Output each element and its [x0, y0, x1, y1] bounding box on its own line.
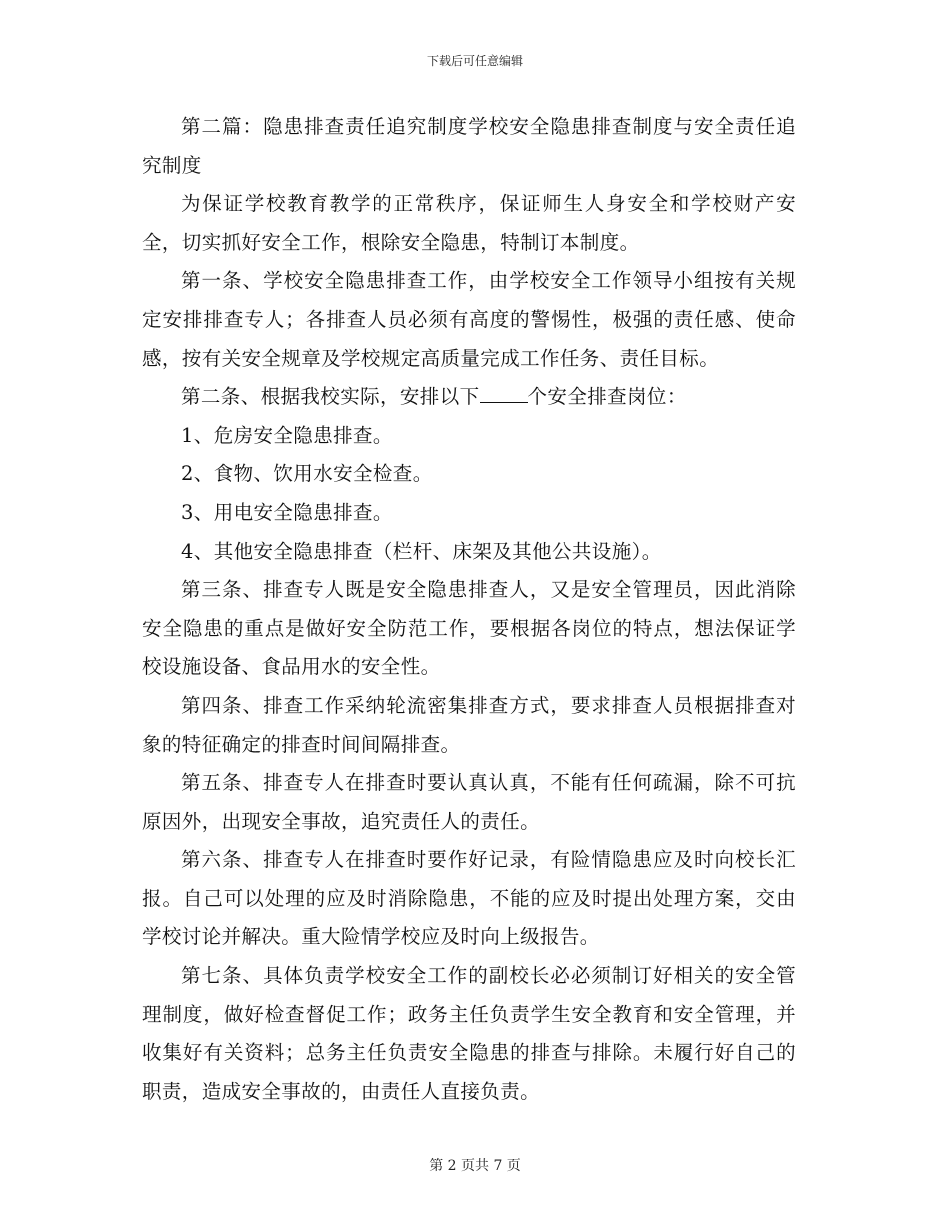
- list-item: 4、其他安全隐患排查（栏杆、床架及其他公共设施）。: [181, 539, 662, 563]
- article-4: 第四条、排查工作采纳轮流密集排查方式，要求排查人员根据排查对象的特征确定的排查时间间隔排查。: [142, 693, 796, 756]
- fill-in-blank: [480, 384, 528, 403]
- page-header: 下载后可任意编辑: [426, 54, 523, 68]
- page-footer: 第 2 页共 7 页: [429, 1158, 521, 1174]
- list-item: 2、食物、饮用水安全检查。: [181, 462, 433, 486]
- document-title: 第二篇：隐患排查责任追究制度学校安全隐患排查制度与安全责任追究制度: [142, 115, 796, 177]
- article-5: 第五条、排查专人在排查时要认真认真，不能有任何疏漏，除不可抗原因外，出现安全事故，追究责任人的责任。: [142, 771, 796, 833]
- list-item: 1、危房安全隐患排查。: [181, 423, 393, 447]
- list-item: 3、用电安全隐患排查。: [181, 500, 393, 524]
- article-2: [142, 378, 796, 417]
- paragraph-intro: 为保证学校教育教学的正常秩序，保证师生人身安全和学校财产安全，切实抓好安全工作，根除安全隐患，特制订本制度。: [142, 192, 796, 254]
- article-6: 第六条、排查专人在排查时要作好记录，有险情隐患应及时向校长汇报。自己可以处理的应及时消除隐患，不能的应及时提出处理方案，交由学校讨论并解决。重大险情学校应及时向上级报告。: [142, 848, 796, 949]
- article-7: 第七条、具体负责学校安全工作的副校长必必须制订好相关的安全管理制度，做好检查督促工作；政务主任负责学生安全教育和安全管理，并收集好有关资料；总务主任负责安全隐患的排查与排除。未履行好自己的职责，造成安全事故的，由责任人直接负责。: [142, 964, 796, 1103]
- article-3: 第三条、排查专人既是安全隐患排查人，又是安全管理员，因此消除安全隐患的重点是做好安全防范工作，要根据各岗位的特点，想法保证学校设施设备、食品用水的安全性。: [142, 578, 796, 679]
- article-1: 第一条、学校安全隐患排查工作，由学校安全工作领导小组按有关规定安排排查专人；各排查人员必须有高度的警惕性，极强的责任感、使命感，按有关安全规章及学校规定高质量完成工作任务、责任目标。: [142, 269, 796, 370]
- article-2-text-before: 第二条、根据我校实际，安排以下: [181, 385, 480, 409]
- article-2-text-after: 个安全排查岗位：: [527, 385, 687, 409]
- document-body: [142, 108, 796, 1111]
